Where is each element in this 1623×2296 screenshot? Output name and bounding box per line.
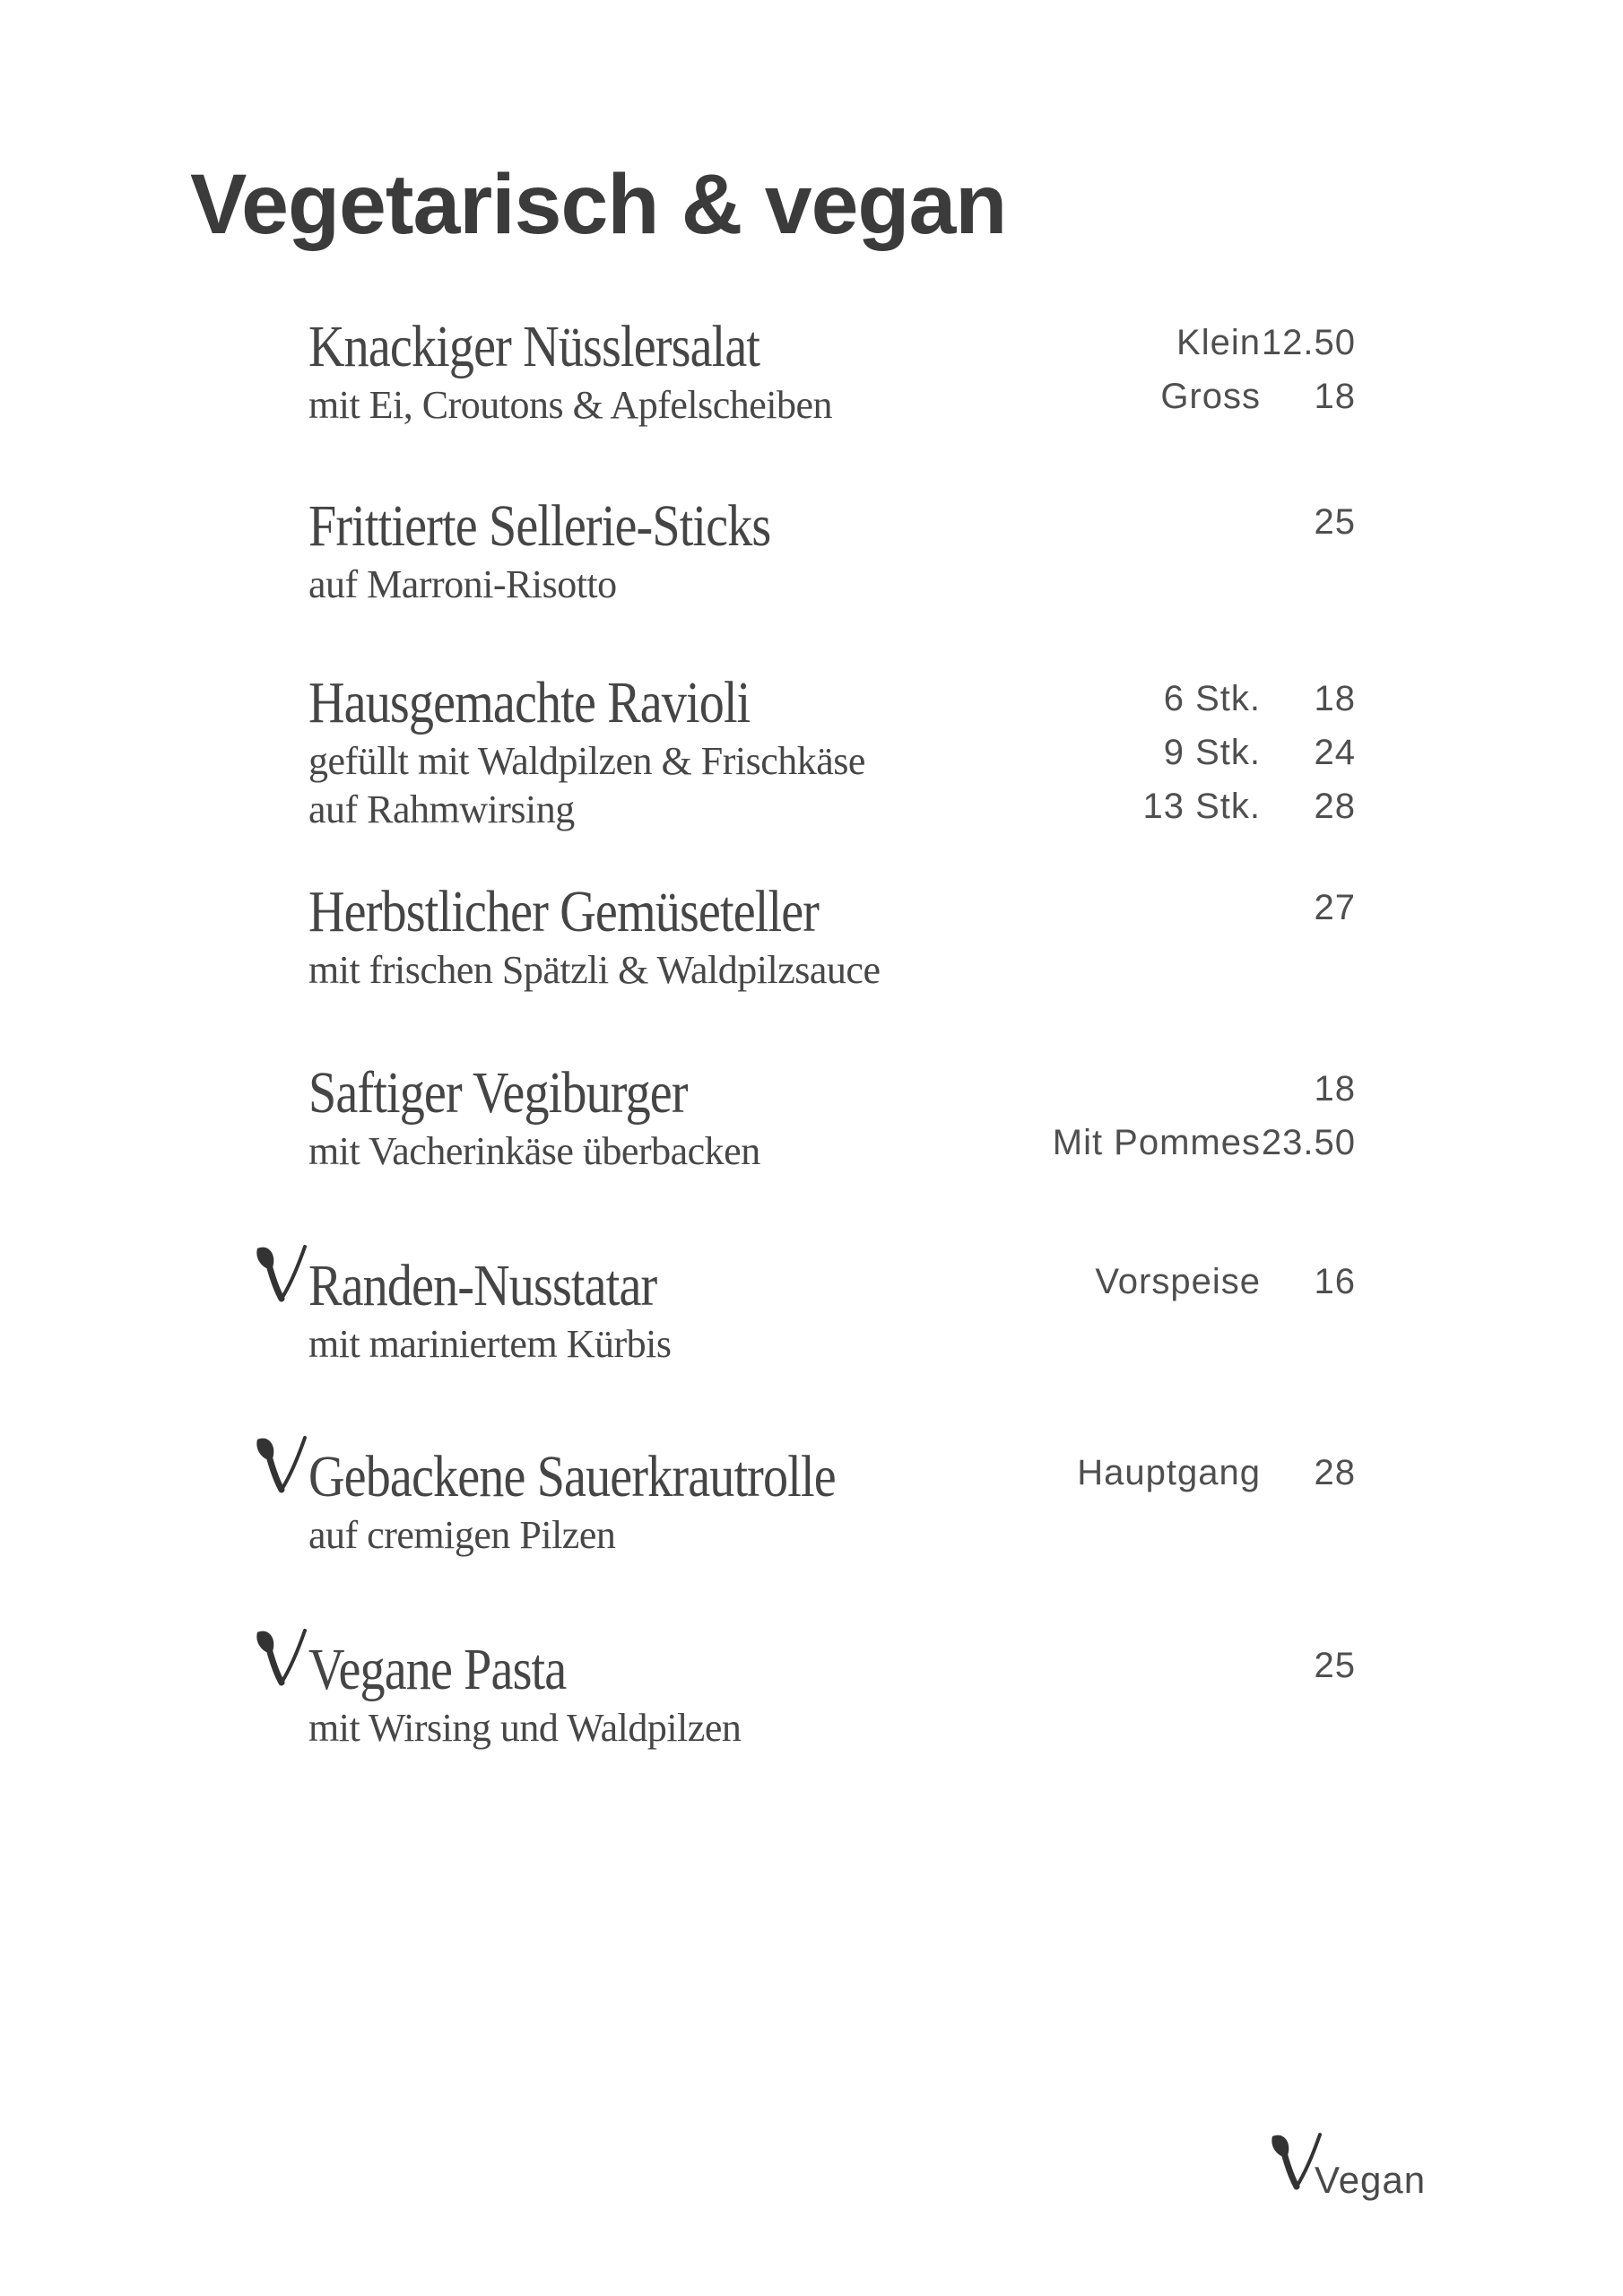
item-description: [308, 561, 1356, 609]
price-row: [1160, 378, 1356, 431]
price-value: 18: [1314, 1069, 1356, 1109]
menu-item: [308, 1637, 1356, 1752]
menu-item: [308, 670, 1356, 834]
description-line: auf Rahmwirsing: [308, 787, 575, 831]
item-name-row: [308, 1637, 1356, 1702]
item-description: [308, 1511, 1356, 1560]
price-label: Vorspeise: [1095, 1262, 1261, 1301]
item-name: Knackiger Nüsslersalat: [308, 314, 760, 379]
price-label: 6 Stk.: [1163, 679, 1261, 718]
vegan-legend: [1270, 2131, 1426, 2199]
price-value: 27: [1314, 888, 1356, 927]
description-line: gefüllt mit Waldpilzen & Frischkäse: [308, 739, 865, 783]
price-block: [1261, 889, 1356, 943]
price-row: [1142, 680, 1356, 734]
price-row: [1160, 324, 1356, 378]
price-value: 18: [1314, 377, 1356, 416]
menu-item: [308, 1253, 1356, 1369]
item-name: Herbstlicher Gemüseteller: [308, 879, 820, 944]
price-row: [1261, 1647, 1356, 1700]
vegan-leaf-icon: [255, 1245, 310, 1302]
price-row: [1142, 787, 1356, 841]
price-block: [1261, 503, 1356, 557]
price-value: 25: [1314, 502, 1356, 542]
price-label: Gross: [1160, 377, 1261, 416]
item-name: Frittierte Sellerie-Sticks: [308, 493, 771, 559]
vegan-leaf-icon: [255, 1436, 310, 1493]
price-row: [1095, 1263, 1356, 1317]
description-line: mit Ei, Croutons & Apfelscheiben: [308, 383, 833, 427]
vegan-legend-label: Vegan: [1315, 2159, 1427, 2201]
price-block: [1077, 1454, 1356, 1508]
price-block: [1261, 1647, 1356, 1700]
item-name: Randen-Nusstatar: [308, 1253, 657, 1318]
item-description: [308, 1320, 1356, 1369]
item-name: Hausgemachte Ravioli: [308, 670, 751, 735]
price-row: [1261, 889, 1356, 943]
price-row: [1077, 1454, 1356, 1508]
item-name: Gebackene Sauerkrautrolle: [308, 1444, 836, 1509]
page-title: Vegetarisch & vegan: [190, 157, 1007, 252]
price-row: [1053, 1070, 1356, 1124]
price-value: 23.50: [1261, 1123, 1356, 1162]
description-line: auf Marroni-Risotto: [308, 562, 617, 606]
price-row: [1261, 503, 1356, 557]
item-name: Vegane Pasta: [308, 1637, 567, 1702]
item-name-row: [308, 493, 1356, 559]
price-label: 9 Stk.: [1163, 733, 1261, 772]
price-value: 28: [1314, 1453, 1356, 1492]
menu-item: [308, 879, 1356, 995]
description-line: mit mariniertem Kürbis: [308, 1322, 672, 1366]
price-block: [1160, 324, 1356, 431]
item-name-row: [308, 879, 1356, 944]
price-block: [1142, 680, 1356, 841]
price-value: 28: [1314, 787, 1356, 826]
description-line: mit Wirsing und Waldpilzen: [308, 1706, 742, 1750]
price-value: 24: [1314, 733, 1356, 772]
vegan-leaf-icon: [255, 1629, 310, 1686]
description-line: mit frischen Spätzli & Waldpilzsauce: [308, 948, 881, 992]
description-line: mit Vacherinkäse überbacken: [308, 1129, 760, 1173]
item-description: [308, 1704, 1356, 1752]
menu-item: [308, 1060, 1356, 1176]
price-label: Klein: [1176, 323, 1261, 362]
price-value: 18: [1314, 679, 1356, 718]
menu-item: [308, 493, 1356, 609]
item-name: Saftiger Vegiburger: [308, 1060, 688, 1126]
price-label: 13 Stk.: [1142, 787, 1261, 826]
description-line: auf cremigen Pilzen: [308, 1513, 616, 1557]
menu-item: [308, 1444, 1356, 1560]
price-label: Mit Pommes: [1052, 1123, 1261, 1162]
price-row: [1142, 734, 1356, 787]
price-label: Hauptgang: [1077, 1453, 1261, 1492]
item-description: [308, 946, 1356, 995]
price-value: 25: [1314, 1646, 1356, 1685]
price-value: 16: [1314, 1262, 1356, 1301]
price-block: [1053, 1070, 1356, 1178]
price-value: 12.50: [1261, 323, 1356, 362]
menu-item: [308, 314, 1356, 430]
price-block: [1095, 1263, 1356, 1317]
price-row: [1053, 1124, 1356, 1178]
